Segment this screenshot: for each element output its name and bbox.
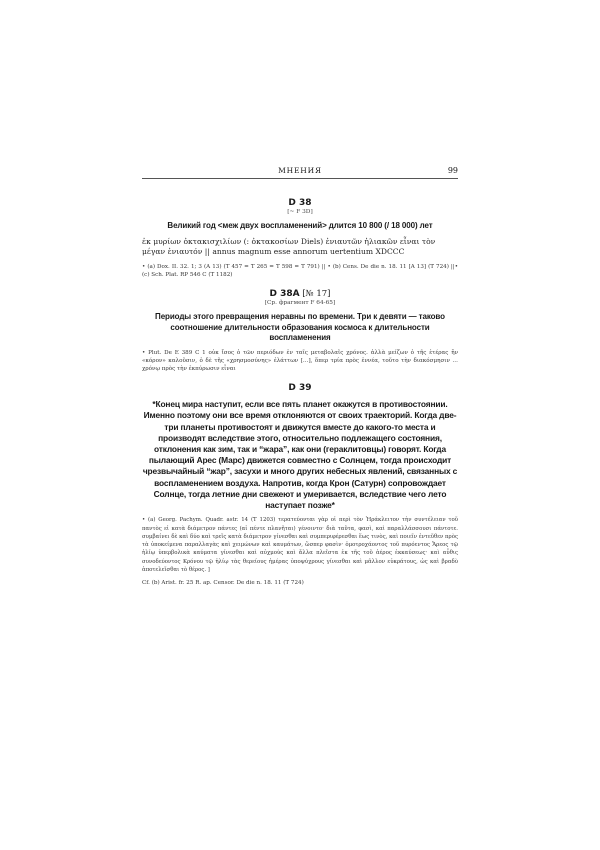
fragment-apparatus: • (a) Georg. Pachym. Quadr. astr. 14 (T 1203) τερατεύονται γὰρ οἱ περὶ τὸν Ἡράκλειτον τὴν συντέλειαν τοῦ παντὸς εἰ κατὰ διάμετρον πάντες (αἱ πέντε πλανῆται) γένοιντο· διὰ ταῦτα, φασὶ, καὶ παραλλάσσουσι πάντοτε. συμβαίνει δὲ καὶ δύο καὶ τρεῖς κατὰ διάμετρον γίνεσθαι καὶ συμπεριφέρεσθαι ἕως τινὸς, καὶ ποιεῖν ἐντεῦθεν πρὸς τὰ ὑποκείμενα παραλλαγὰς καὶ χειμώνων καὶ καυμάτων, ὥσπερ φασὶν· ὁμοτροχάοντος τοῦ πυρόεντος Ἄρεος τῷ ἡλίῳ ὑπερβολικὰ καύματα γίνεσθαι καὶ αὐχμοὺς καὶ ἄλλα πλεῖστα ἐκ τῆς τοῦ ἀέρος ἐκκαύσεως· καὶ αὖθις συνοδεύοντος Κρόνου τῷ ἡλίῳ τὰς θερείους ἡμέρας ὑποψύχρους γίνεσθαι καὶ μᾶλλον εὐκράτους, ὡς καὶ βραδὺ ἀποτελεῖσθαι τὸ θέρος. ] (142, 517, 458, 574)
page-number: 99 (447, 166, 458, 175)
fragment-id-label: D 38A (269, 289, 300, 300)
fragment-id-label: D 38 (288, 198, 312, 208)
fragment-id (142, 289, 458, 299)
fragment-apparatus: • Plut. De E 389 C 1 οὐκ ἴσος ὁ τῶν περιόδων ἐν ταῖς μεταβολαῖς χρόνος. ἀλλὰ μείζων ὁ τῆς ἑτέρας ἣν «κόρον» καλοῦσιν, ὁ δὲ τῆς «χρησμοσύνης» ἐλάττων […], ὅπερ τρία πρὸς ἐννέα, τοῦτο τὴν διακόσμησιν … χρόνῳ πρὸς τὴν ἐκπύρωσιν εἶναι (142, 349, 458, 372)
running-head (142, 166, 458, 180)
fragment-text: ἐκ μυρίων ὀκτακισχιλίων (: ὀκτακοσίων Diels) ἐνιαυτῶν ἡλιακῶν εἶναι τὸν μέγαν ἐνιαυτόν || annus magnum esse annorum uertentium XDCCC (142, 236, 436, 257)
fragment-heading: Периоды этого превращения неравны по времени. Три к девяти — таково соотношение длительности образования космоса к длительности воспламенения (155, 312, 445, 343)
running-head-title: МНЕНИЯ (278, 166, 322, 175)
fragment-heading: *Конец мира наступит, если все пять планет окажутся в противостоянии. Именно поэтому они все время отклоняются от своих траекторий. Когда две-три планеты противостоят и движутся вместе до какого-то места и производят вследствие этого, относительно подлежащего состояния, отклонения как зим, так и “жара”, как они (гераклитовцы) говорят. Когда пылающий Арес (Марс) движется совместно с Солнцем, тогда происходит чрезвычайный “жар”, засухи и много других небесных явлений, связанных с воспламенением воздуха. Напротив, когда Крон (Сатурн) сопровождает Солнце, тогда летние дни свежеют и умеривается, вследствие чего лето наступает позже* (142, 399, 458, 511)
section-d38a (142, 289, 458, 373)
fragment-id-label: D 39 (288, 383, 312, 394)
section-d39 (142, 383, 458, 587)
fragment-xref: [Ср. фрагмент F 64-65] (264, 300, 336, 307)
fragment-note: Cf. (b) Arist. fr. 25 R. ap. Censor. De die n. 18. 11 (T 724) (142, 580, 304, 587)
main-column (142, 188, 458, 588)
fragment-id (142, 383, 458, 393)
fragment-heading: Великий год <меж двух воспламенений> длится 10 800 (/ 18 000) лет (167, 221, 433, 230)
fragment-id-paren: [№ 17] (299, 289, 331, 300)
fragment-apparatus: • (a) Dox. II. 32. 1; 3 (A 13) (T 457 = T 265 = T 598 = T 791) || • (b) Cens. De die n. 18. 11 [A 13] (T 724) ||• (c) Sch. Plat. RP 546 C (T 1182) (142, 263, 458, 278)
section-d38 (142, 198, 458, 279)
fragment-xref: [~ F 3D] (287, 209, 313, 215)
fragment-id (142, 198, 458, 208)
header-rule (142, 178, 458, 179)
